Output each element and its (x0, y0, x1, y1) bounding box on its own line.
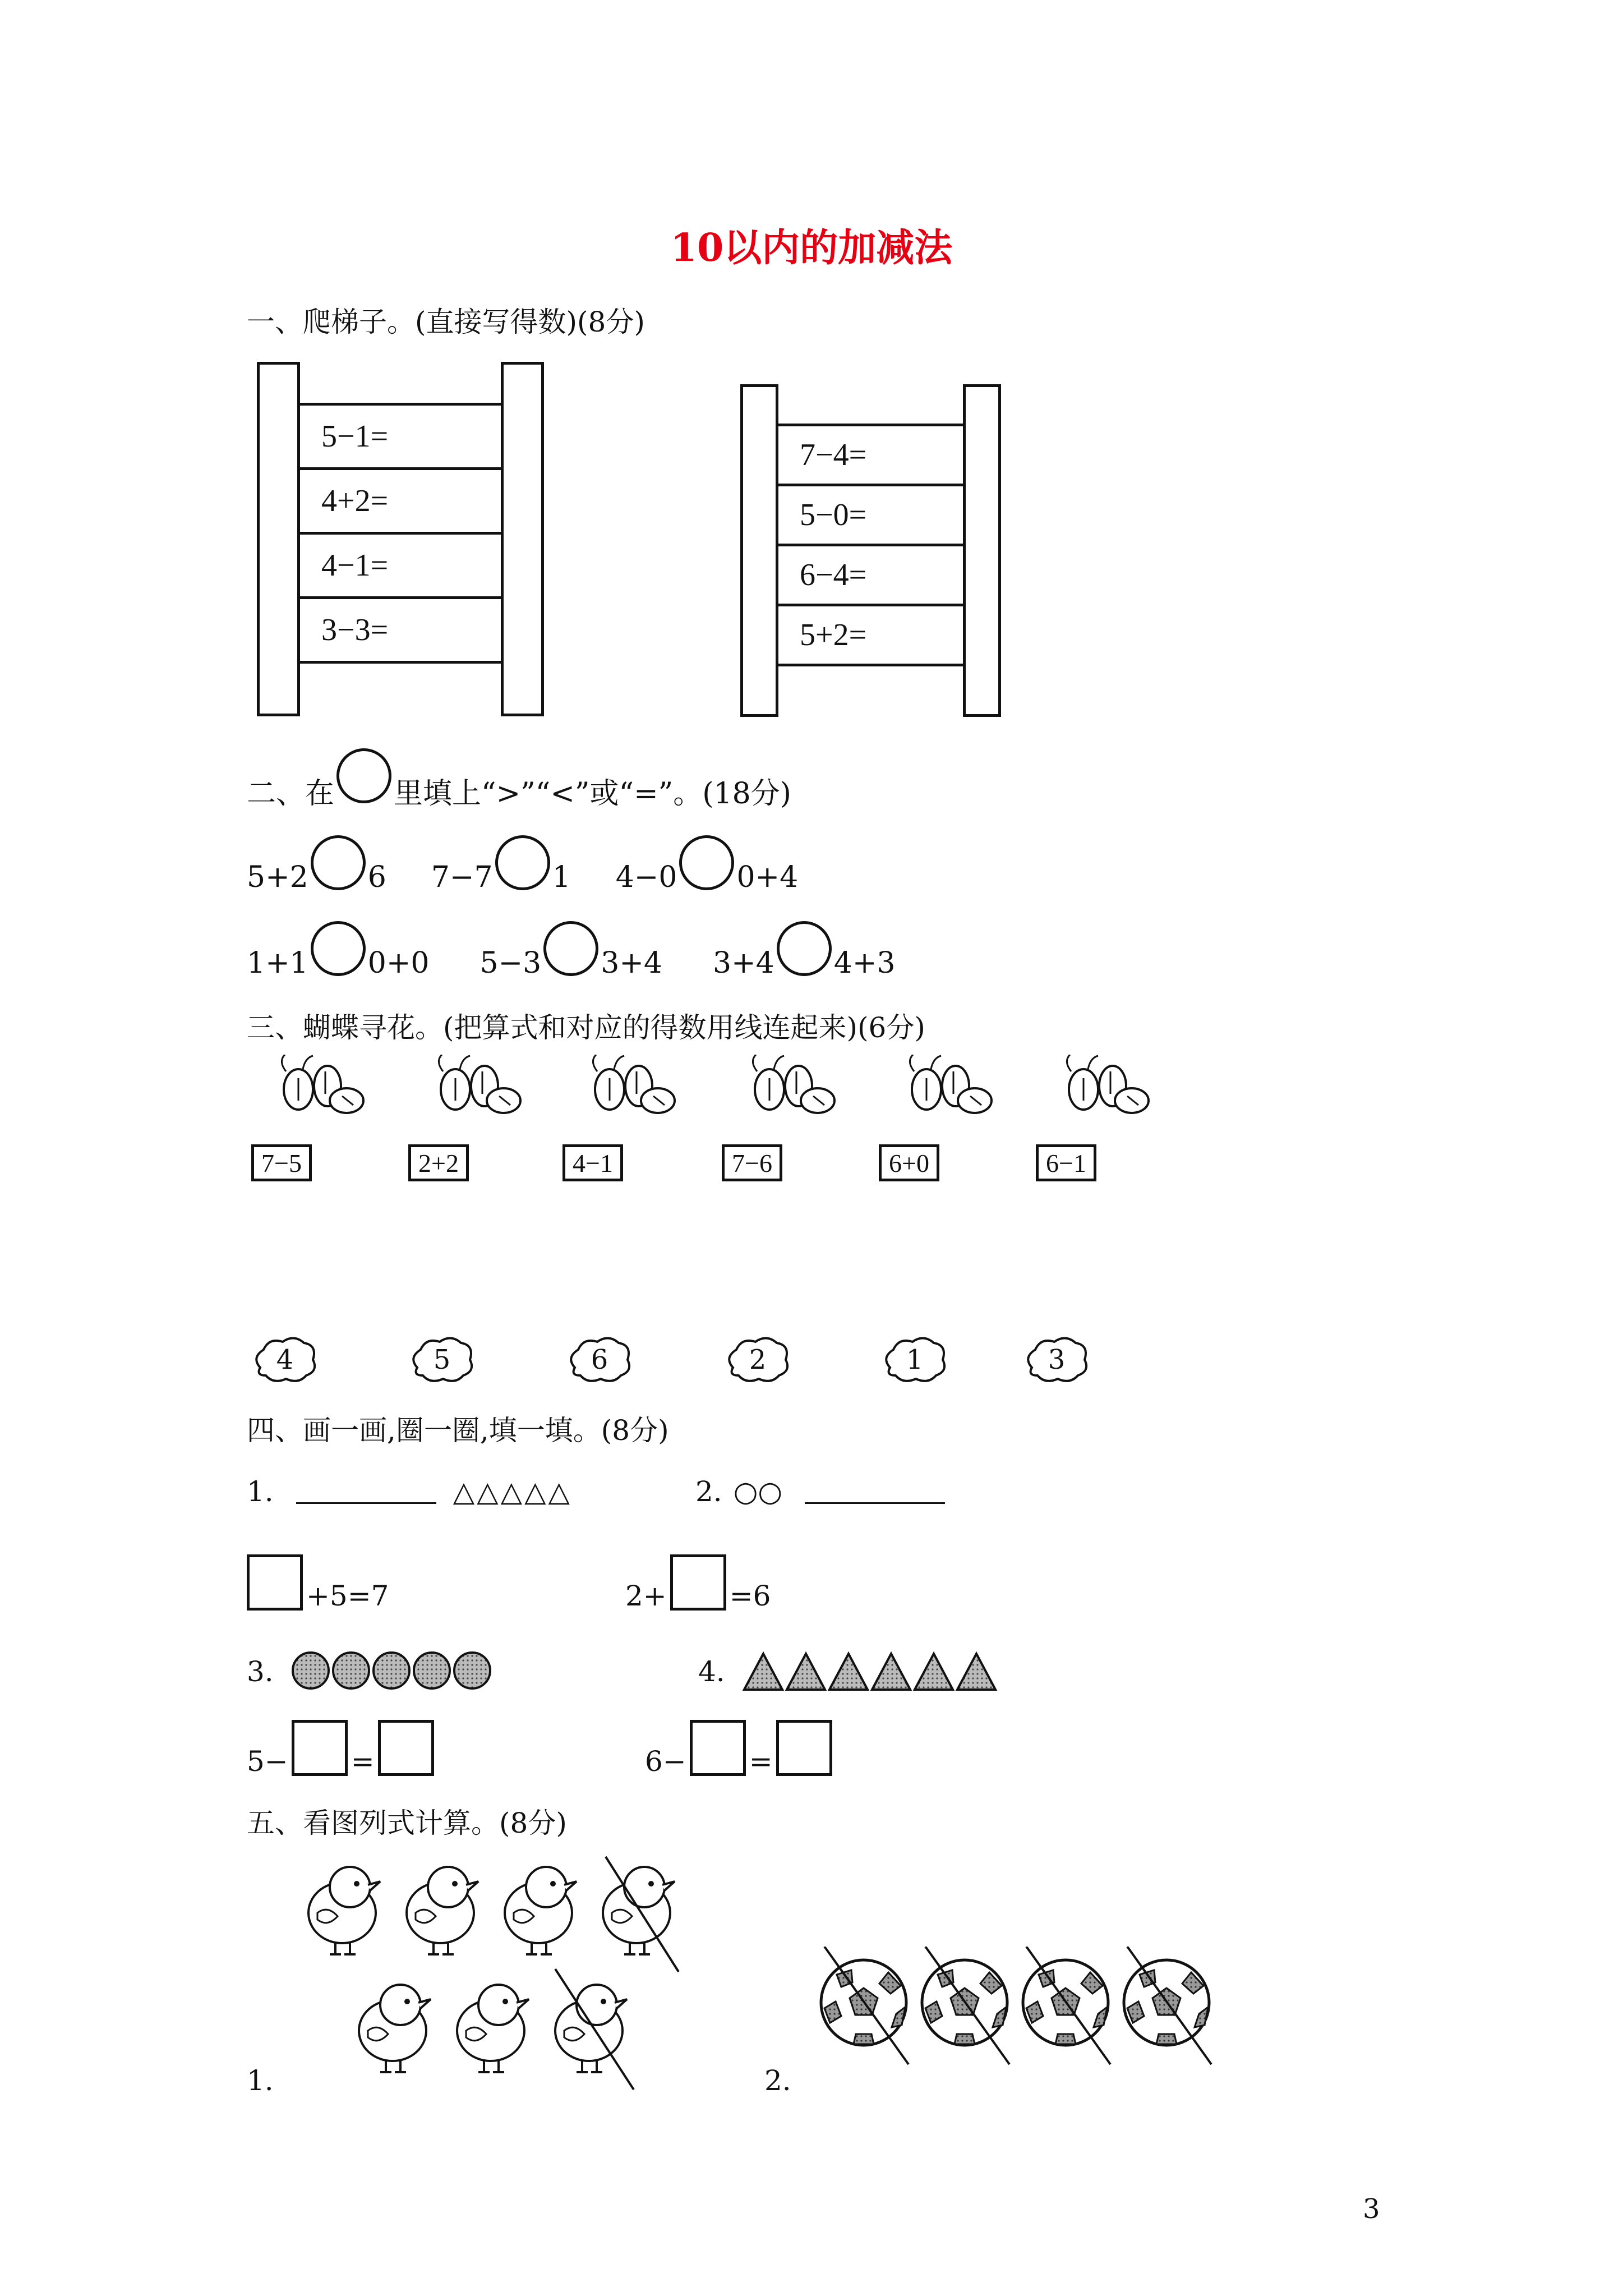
butterfly-icon (439, 1055, 520, 1113)
q4-2-row (695, 1475, 945, 1508)
compare-left: 3+4 (713, 946, 774, 980)
flower-answer[interactable] (1021, 1334, 1092, 1388)
compare-right: 4+3 (833, 946, 896, 980)
q4-2-equation (625, 1568, 771, 1624)
answer-box[interactable] (292, 1720, 348, 1776)
section4-heading: 四、画一画,圈一圈,填一填。(8分) (247, 1414, 669, 1447)
ladder-left-rung: 3−3= (297, 596, 504, 664)
q4-1-label: 1. (247, 1475, 274, 1508)
answer-circle[interactable] (679, 835, 734, 890)
ladder-right-rung: 5−0= (776, 484, 966, 546)
triangle-icons: △△△△△ (453, 1475, 572, 1508)
expression-box[interactable]: 4−1 (562, 1144, 623, 1181)
ladder-right-rail-right (963, 384, 1001, 717)
compare-right: 3+4 (601, 946, 662, 980)
chick-icon (505, 1867, 577, 1954)
compare-left: 4−0 (615, 861, 677, 894)
q4-3-label: 3. (247, 1655, 274, 1688)
answer-box[interactable] (247, 1554, 303, 1611)
page-title: 10以内的加减法 (670, 226, 953, 270)
section1-heading: 一、爬梯子。(直接写得数)(8分) (247, 306, 645, 338)
expression-box[interactable]: 7−6 (722, 1144, 782, 1181)
compare-left: 7−7 (431, 861, 493, 894)
compare-row-1 (247, 850, 798, 905)
flower-answer-value: 3 (1048, 1344, 1066, 1375)
section2-heading-post: 里填上“>”“<”或“=”。(18分) (394, 776, 791, 811)
butterfly-icon (593, 1055, 675, 1113)
q4-4-row (698, 1649, 1000, 1694)
section5-heading: 五、看图列式计算。(8分) (247, 1807, 567, 1839)
ladder-right-rail-left (740, 384, 778, 717)
q4-3-equation-pre: 5− (247, 1745, 288, 1778)
butterfly-icon (910, 1055, 992, 1113)
expression-box[interactable]: 7−5 (251, 1144, 312, 1181)
q4-1-equation (247, 1568, 389, 1624)
answer-box[interactable] (690, 1720, 746, 1776)
answer-circle[interactable] (311, 921, 366, 976)
q4-2-blank-line[interactable] (805, 1480, 945, 1504)
ladder-left-rail-right (501, 362, 544, 716)
flower-answer-value: 2 (749, 1344, 767, 1375)
q4-2-equation-post: =6 (729, 1580, 771, 1612)
q4-1-blank-line[interactable] (296, 1480, 436, 1504)
ladder-right-rung: 6−4= (776, 544, 966, 606)
circle-icons: ○○ (733, 1475, 782, 1508)
shaded-triangle-icons (742, 1649, 1000, 1694)
ladder-left-rung: 4+2= (297, 467, 504, 535)
q4-4-label: 4. (698, 1655, 725, 1688)
q4-1-row (247, 1475, 572, 1508)
football-picture (808, 1947, 1234, 2092)
section3-heading: 三、蝴蝶寻花。(把算式和对应的得数用线连起来)(6分) (247, 1011, 925, 1044)
q4-4-equation-pre: 6− (645, 1745, 686, 1778)
butterfly-row (0, 1055, 1623, 1200)
chick-icon (457, 1985, 529, 2072)
expression-box[interactable]: 6+0 (879, 1144, 939, 1181)
flower-answer[interactable] (879, 1334, 951, 1388)
q4-2-label: 2. (695, 1475, 722, 1508)
chick-icon (555, 1985, 627, 2072)
flower-answer-value: 1 (906, 1344, 924, 1375)
compare-right: 6 (367, 861, 386, 894)
q4-2-equation-pre: 2+ (625, 1580, 667, 1612)
compare-row-2 (247, 936, 896, 991)
expression-box[interactable]: 2+2 (408, 1144, 469, 1181)
answer-circle[interactable] (543, 921, 598, 976)
butterfly-icon (282, 1055, 363, 1113)
q5-2-label: 2. (764, 2064, 791, 2097)
chick-icon (407, 1867, 478, 1954)
shaded-circle-icons (291, 1649, 492, 1694)
q4-3-equation (247, 1733, 437, 1789)
answer-box[interactable] (378, 1720, 434, 1776)
chick-icon (359, 1985, 431, 2072)
chick-icon (308, 1867, 380, 1954)
answer-circle[interactable] (495, 835, 550, 890)
butterfly-icon (753, 1055, 834, 1113)
page-number: 3 (1363, 2193, 1380, 2225)
q4-3-row (247, 1649, 492, 1694)
ladder-left-rung: 4−1= (297, 532, 504, 599)
flower-answer-value: 5 (433, 1344, 451, 1375)
flower-answer-value: 6 (591, 1344, 608, 1375)
flower-answer-value: 4 (276, 1344, 294, 1375)
expression-box[interactable]: 6−1 (1036, 1144, 1096, 1181)
ladder-left-rail-left (257, 362, 300, 716)
flower-answer[interactable] (249, 1334, 321, 1388)
q4-3-equation-mid: = (351, 1745, 375, 1778)
section2-heading (247, 763, 791, 818)
ladder-right-rung: 5+2= (776, 604, 966, 666)
blank-circle-icon (336, 748, 391, 803)
compare-right: 0+0 (367, 946, 430, 980)
section2-heading-pre: 二、在 (247, 776, 335, 811)
compare-left: 5−3 (479, 946, 542, 980)
answer-box[interactable] (776, 1720, 832, 1776)
q4-4-equation (645, 1733, 836, 1789)
flower-answer[interactable] (564, 1334, 635, 1388)
flower-answer[interactable] (722, 1334, 794, 1388)
answer-box[interactable] (670, 1554, 726, 1611)
answer-circle[interactable] (311, 835, 366, 890)
q4-1-equation-text: +5=7 (306, 1580, 389, 1612)
q4-4-equation-mid: = (749, 1745, 773, 1778)
compare-left: 1+1 (247, 946, 308, 980)
chick-picture (292, 1851, 718, 2098)
flower-answer[interactable] (406, 1334, 478, 1388)
butterfly-icon (1067, 1055, 1149, 1113)
compare-right: 0+4 (736, 861, 799, 894)
q5-1-label: 1. (247, 2064, 274, 2097)
compare-right: 1 (552, 861, 571, 894)
compare-left: 5+2 (247, 861, 308, 894)
ladder-left-rung: 5−1= (297, 403, 504, 470)
answer-circle[interactable] (777, 921, 832, 976)
ladder-right-rung: 7−4= (776, 424, 966, 486)
